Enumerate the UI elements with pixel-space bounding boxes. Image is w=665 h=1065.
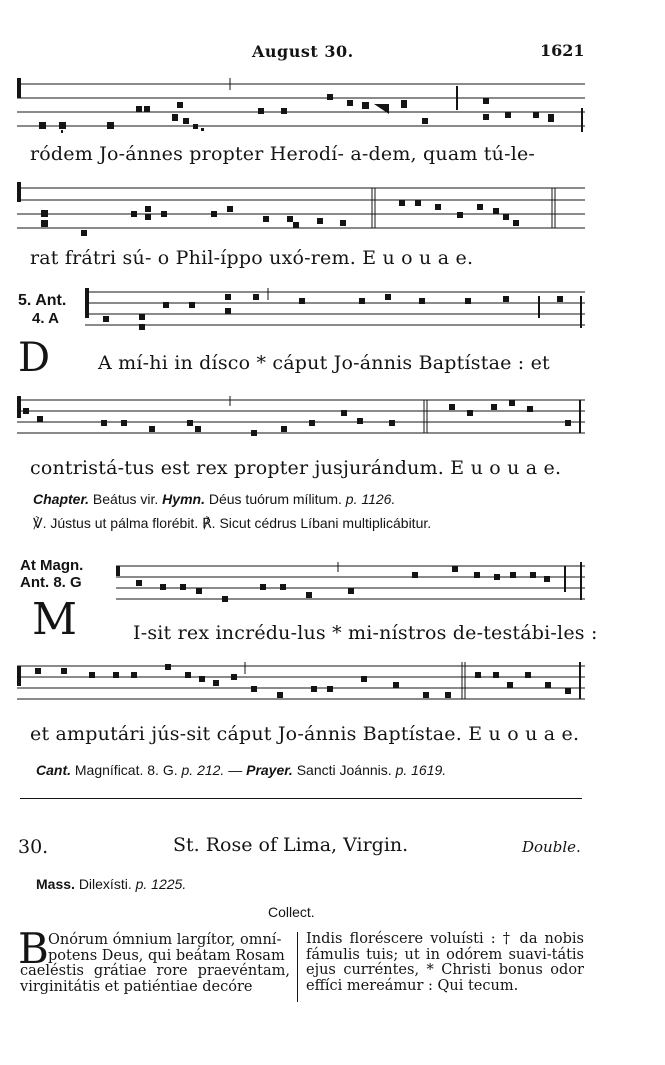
magnificat-lyrics-b: et amputári jús-sit cáput Jo-ánnis Baptístae. E u o u a e. bbox=[30, 723, 580, 745]
hymn-label: Hymn. bbox=[162, 491, 205, 507]
lyrics-line-2: rat frátri sú- o Phil-íppo uxó-rem. E u o u a e. bbox=[30, 247, 474, 269]
mass-page: p. 1225. bbox=[135, 876, 187, 892]
canticle-text: Magníficat. 8. G. bbox=[74, 762, 178, 778]
chapter-hymn-line bbox=[33, 491, 395, 507]
response-text: Sicut cédrus Líbani multiplicábitur. bbox=[219, 515, 432, 531]
collect-left-line-2: potens Deus, qui beátam Rosam bbox=[48, 948, 285, 964]
lyrics-line-1: ródem Jo-ánnes propter Herodí- a-dem, quam tú-le- bbox=[30, 143, 536, 165]
prayer-page: p. 1619. bbox=[395, 762, 447, 778]
chant-staff-3 bbox=[85, 288, 585, 334]
feast-title: St. Rose of Lima, Virgin. bbox=[173, 834, 409, 856]
chant-staff-1 bbox=[17, 74, 585, 136]
collect-heading: Collect. bbox=[268, 904, 315, 920]
versicle-response-line bbox=[33, 515, 431, 532]
chapter-label: Chapter. bbox=[33, 491, 90, 507]
prayer-label: Prayer. bbox=[246, 762, 293, 778]
antiphon-mode-label: 5. Ant. bbox=[18, 292, 67, 309]
feast-day-number: 30. bbox=[18, 836, 49, 858]
hymn-page-ref: p. 1126. bbox=[345, 491, 396, 507]
initial-letter-m: M bbox=[32, 594, 78, 645]
chapter-text: Beátus vir. bbox=[92, 491, 159, 507]
column-divider bbox=[297, 932, 298, 1002]
mass-line bbox=[36, 876, 186, 892]
feast-rank: Double. bbox=[522, 838, 581, 856]
hymn-text: Déus tuórum mílitum. bbox=[208, 491, 342, 507]
initial-letter-d: D bbox=[18, 335, 51, 381]
running-header-title: August 30. bbox=[252, 42, 354, 61]
antiphon5-lyrics-b: contristá-tus est rex propter jusjurándum. E u o u a e. bbox=[30, 457, 562, 479]
collect-left-line-1: Onórum ómnium largítor, omní- bbox=[48, 932, 282, 948]
magnificat-label-1: At Magn. bbox=[20, 557, 84, 574]
canticle-prayer-line bbox=[36, 762, 446, 778]
response-symbol: ℟. bbox=[202, 515, 216, 531]
versicle-text: Jústus ut pálma florébit. bbox=[50, 515, 199, 531]
chant-staff-4 bbox=[17, 396, 585, 442]
versicle-symbol: ℣. bbox=[33, 515, 47, 531]
collect-left-rest: caeléstis grátiae rore praevéntam, virginitátis et patiéntiae decóre bbox=[20, 963, 290, 995]
page-number: 1621 bbox=[540, 41, 585, 60]
mass-text: Dilexísti. bbox=[78, 876, 132, 892]
prayer-text: Sancti Joánnis. bbox=[296, 762, 392, 778]
magnificat-lyrics-a: I-sit rex incrédu-lus * mi-nístros de-testábi-les : bbox=[133, 622, 598, 644]
canticle-label: Cant. bbox=[36, 762, 71, 778]
collect-right-column: Indis floréscere voluísti : † da nobis fámulis tuis; ut in odórem suavi-tátis ejus curréntes, * Christi bonus odor effíci mereámur : Qui tecum. bbox=[306, 931, 584, 994]
chant-staff-5 bbox=[116, 562, 585, 612]
section-divider bbox=[20, 798, 582, 799]
antiphon-mode-sub: 4. A bbox=[32, 310, 59, 327]
chant-staff-2 bbox=[17, 178, 585, 240]
canticle-page: p. 212. bbox=[181, 762, 225, 778]
chant-staff-6 bbox=[17, 662, 585, 712]
magnificat-label-2: Ant. 8. G bbox=[20, 574, 82, 591]
collect-initial-b: B bbox=[18, 924, 49, 973]
antiphon5-lyrics-a: A mí-hi in dísco * cáput Jo-ánnis Baptístae : et bbox=[98, 352, 550, 374]
mass-label: Mass. bbox=[36, 876, 75, 892]
dash: — bbox=[228, 762, 243, 778]
